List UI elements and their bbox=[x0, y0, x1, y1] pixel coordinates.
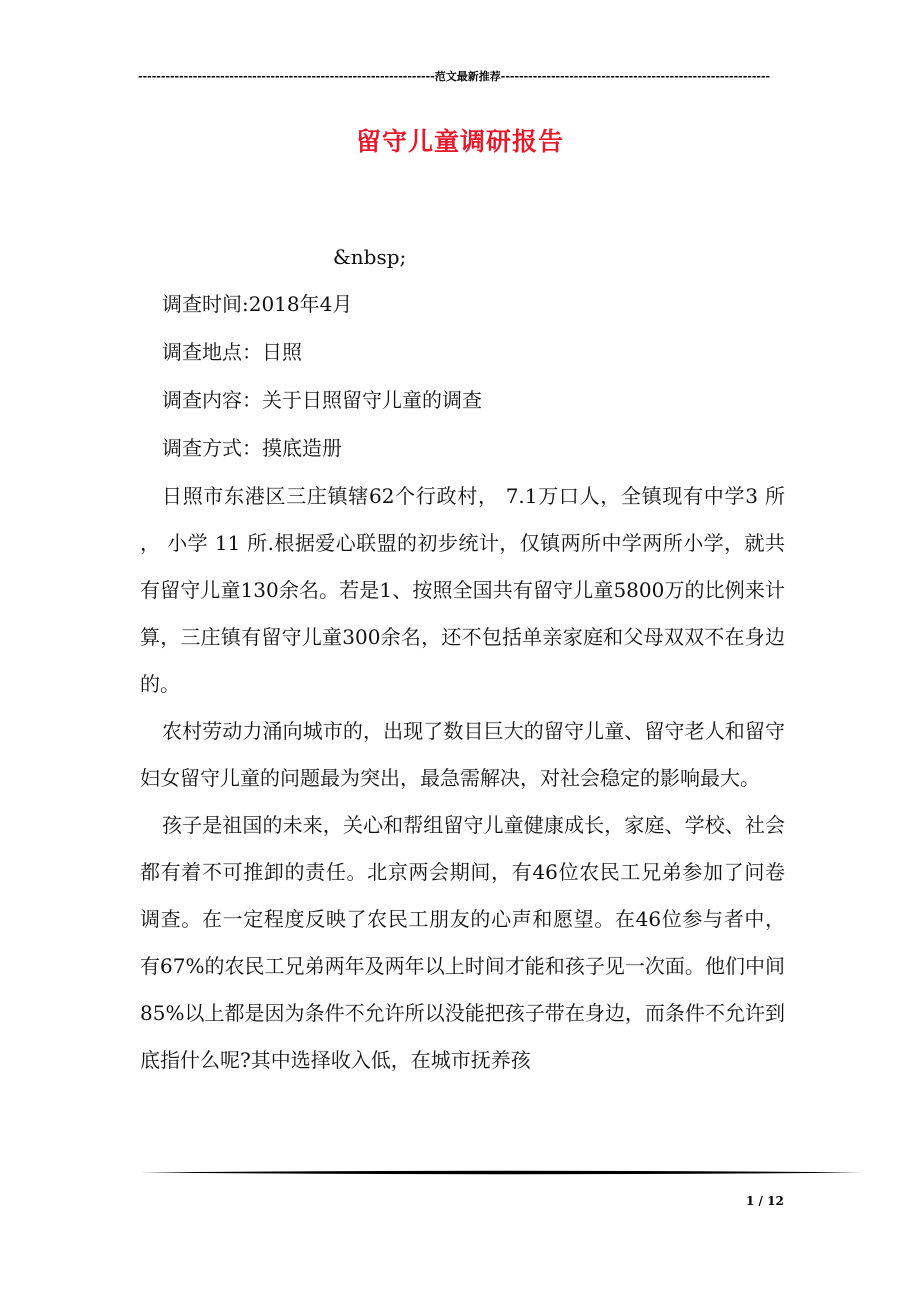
paragraph-2: 农村劳动力涌向城市的，出现了数目巨大的留守儿童、留守老人和留守妇女留守儿童的问题最为突出，最急需解决，对社会稳定的影响最大。 bbox=[140, 719, 785, 790]
nbsp-placeholder: &nbsp; bbox=[333, 245, 407, 269]
document-body bbox=[140, 234, 785, 1084]
survey-method: 调查方式：摸底造册 bbox=[162, 436, 342, 460]
document-title: 留守儿童调研报告 bbox=[355, 127, 564, 156]
footer-divider bbox=[140, 1170, 862, 1175]
survey-place: 调查地点：日照 bbox=[162, 340, 302, 364]
paragraph-1: 日照市东港区三庄镇辖62个行政村， 7.1万口人，全镇现有中学3 所 ， 小学 11 所.根据爱心联盟的初步统计，仅镇两所中学两所小学，就共有留守儿童130余名。若是1、按照全国共有留守儿童5800万的比例来计算，三庄镇有留守儿童300余名，还不包括单亲家庭和父母双双不在身边的。 bbox=[140, 484, 785, 696]
survey-time: 调查时间:2018年4月 bbox=[162, 292, 353, 316]
page-number: 1 / 12 bbox=[746, 1194, 784, 1208]
paragraph-3: 孩子是祖国的未来，关心和帮组留守儿童健康成长，家庭、学校、社会都有着不可推卸的责任。北京两会期间，有46位农民工兄弟参加了问卷调查。在一定程度反映了农民工朋友的心声和愿望。在46位参与者中，有67%的农民工兄弟两年及两年以上时间才能和孩子见一次面。他们中间85%以上都是因为条件不允许所以没能把孩子带在身边，而条件不允许到底指什么呢?其中选择收入低，在城市抚养孩 bbox=[140, 813, 785, 1072]
page-header: -----------------------------------------------------------------范文最新推荐----------------------------------------------------------- bbox=[138, 70, 771, 83]
survey-content: 调查内容：关于日照留守儿童的调查 bbox=[162, 388, 482, 412]
